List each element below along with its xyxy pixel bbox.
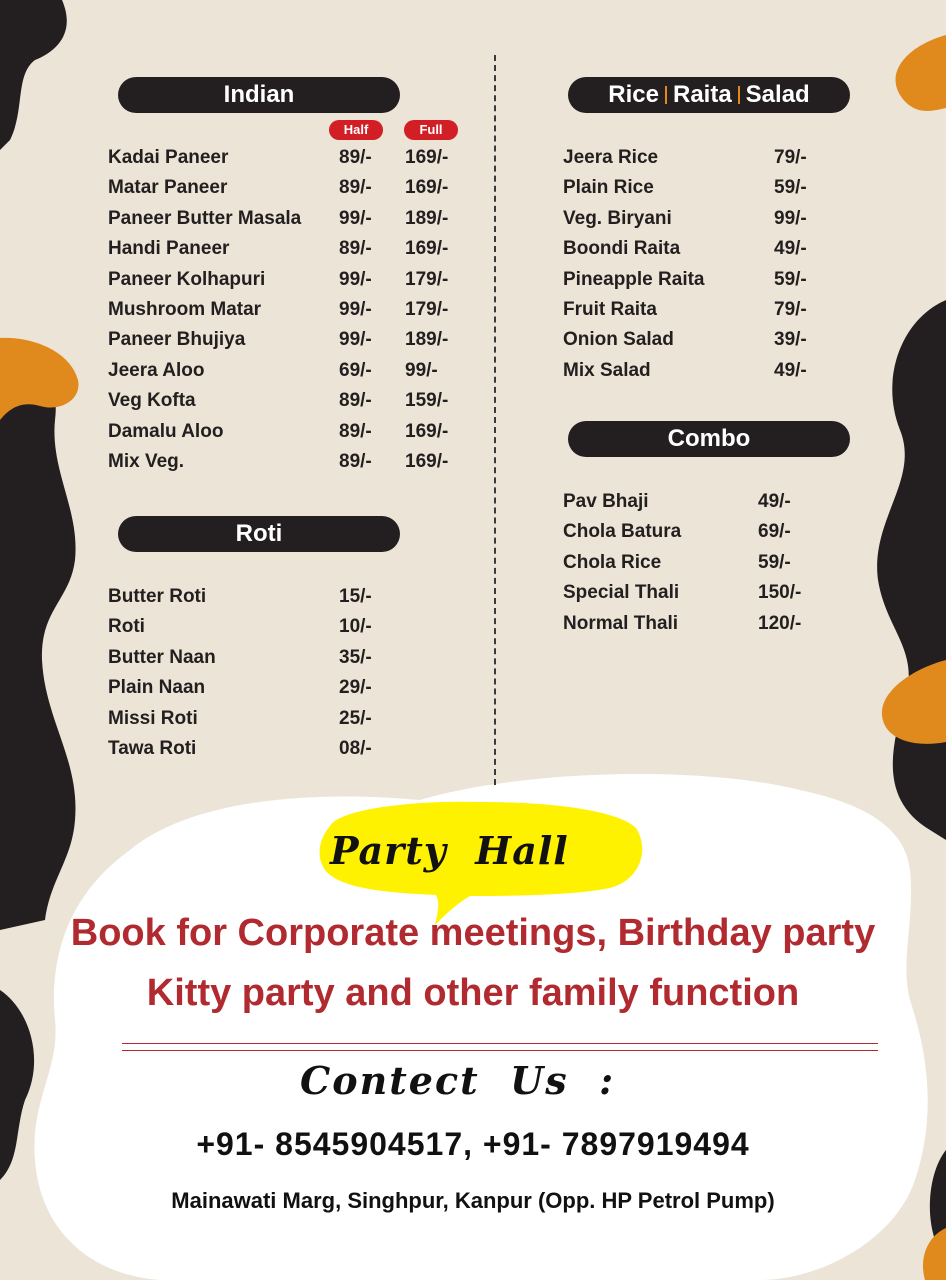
menu-item <box>108 586 488 616</box>
contact-phones: +91- 8545904517, +91- 7897919494 <box>196 1126 750 1162</box>
item-price: 59/- <box>758 551 791 573</box>
item-full-price: 169/- <box>405 147 449 168</box>
right-black-blob <box>877 300 946 840</box>
left-black-blob <box>0 0 67 150</box>
roti-menu-list <box>108 586 488 768</box>
item-name: Roti <box>108 616 145 638</box>
item-name: Missi Roti <box>108 707 198 729</box>
menu-item <box>108 616 488 646</box>
item-name: Damalu Aloo <box>108 420 224 442</box>
item-price: 59/- <box>774 177 807 199</box>
item-price: 59/- <box>774 268 807 290</box>
header-separator <box>665 86 667 104</box>
rice-header-title: Rice <box>608 81 659 108</box>
item-name: Veg Kofta <box>108 390 196 412</box>
item-price: 49/- <box>758 491 791 512</box>
menu-item <box>108 708 488 738</box>
menu-item <box>108 390 488 420</box>
item-half-price: 99/- <box>339 268 372 290</box>
item-full-price: 159/- <box>405 390 449 412</box>
menu-item <box>563 552 863 582</box>
menu-item <box>108 451 488 481</box>
item-name: Jeera Rice <box>563 147 659 168</box>
item-price: 15/- <box>339 586 372 607</box>
menu-item <box>563 329 863 359</box>
item-full-price: 189/- <box>405 207 449 229</box>
indian-header <box>118 77 400 113</box>
divider-rule-bottom <box>122 1050 878 1051</box>
menu-item <box>563 582 863 612</box>
item-price: 99/- <box>774 207 807 229</box>
menu-item <box>563 491 863 521</box>
menu-item <box>563 238 863 268</box>
menu-item <box>563 147 863 177</box>
left-black-blob-main <box>0 340 76 930</box>
item-full-price: 169/- <box>405 450 449 472</box>
contact-address: Mainawati Marg, Singhpur, Kanpur (Opp. HP Petrol Pump) <box>171 1188 775 1213</box>
item-price: 150/- <box>758 582 802 604</box>
menu-item <box>108 177 488 207</box>
item-name: Fruit Raita <box>563 298 657 320</box>
item-full-price: 99/- <box>405 359 438 381</box>
item-price: 25/- <box>339 707 372 729</box>
item-price: 35/- <box>339 646 372 668</box>
item-name: Butter Roti <box>108 586 207 607</box>
menu-item <box>108 329 488 359</box>
item-half-price: 89/- <box>339 147 372 168</box>
menu-item <box>563 521 863 551</box>
menu-item <box>563 177 863 207</box>
item-half-price: 99/- <box>339 207 372 229</box>
menu-item <box>563 299 863 329</box>
item-name: Paneer Bhujiya <box>108 329 246 351</box>
item-half-price: 89/- <box>339 450 372 472</box>
menu-item <box>108 299 488 329</box>
item-price: 120/- <box>758 612 802 634</box>
item-name: Plain Naan <box>108 677 206 699</box>
roti-header-title: Roti <box>235 520 283 547</box>
item-name: Mix Salad <box>563 359 651 381</box>
menu-item <box>108 208 488 238</box>
item-name: Matar Paneer <box>108 177 228 199</box>
menu-item <box>108 238 488 268</box>
item-name: Paneer Butter Masala <box>108 207 302 229</box>
item-full-price: 179/- <box>405 268 449 290</box>
item-name: Kadai Paneer <box>108 147 229 168</box>
menu-item <box>108 147 488 177</box>
item-half-price: 99/- <box>339 329 372 351</box>
item-full-price: 169/- <box>405 177 449 199</box>
item-half-price: 89/- <box>339 177 372 199</box>
item-name: Tawa Roti <box>108 737 197 759</box>
combo-header <box>568 421 850 457</box>
item-full-price: 169/- <box>405 238 449 260</box>
item-name: Special Thali <box>563 582 680 604</box>
contact-title: Contect Us : <box>300 1058 616 1103</box>
raita-header-title: Raita <box>672 81 732 108</box>
item-price: 08/- <box>339 737 372 759</box>
menu-item <box>563 613 863 643</box>
item-full-price: 189/- <box>405 329 449 351</box>
item-name: Boondi Raita <box>563 238 681 260</box>
rice-raita-salad-header <box>568 77 850 113</box>
half-label-pill <box>329 120 383 140</box>
item-price: 10/- <box>339 616 372 638</box>
party-hall-title: Party Hall <box>330 828 569 873</box>
item-full-price: 169/- <box>405 420 449 442</box>
divider-rule-top <box>122 1043 878 1044</box>
menu-item <box>108 421 488 451</box>
menu-item <box>108 360 488 390</box>
item-name: Onion Salad <box>563 329 674 351</box>
item-price: 79/- <box>774 147 807 168</box>
menu-item <box>108 738 488 768</box>
item-price: 29/- <box>339 677 372 699</box>
item-name: Normal Thali <box>563 612 679 634</box>
item-half-price: 89/- <box>339 420 372 442</box>
item-name: Veg. Biryani <box>563 207 672 229</box>
item-name: Pineapple Raita <box>563 268 705 290</box>
item-name: Handi Paneer <box>108 238 230 260</box>
item-half-price: 99/- <box>339 298 372 320</box>
roti-header <box>118 516 400 552</box>
rice-menu-list <box>563 147 863 390</box>
salad-header-title: Salad <box>745 81 810 108</box>
menu-item <box>563 208 863 238</box>
full-label-pill <box>404 120 458 140</box>
menu-item <box>108 647 488 677</box>
item-price: 49/- <box>774 359 807 381</box>
full-label: Full <box>419 122 443 137</box>
menu-item <box>563 269 863 299</box>
item-name: Jeera Aloo <box>108 359 205 381</box>
combo-header-title: Combo <box>667 425 751 452</box>
item-price: 79/- <box>774 298 807 320</box>
item-name: Pav Bhaji <box>563 491 649 512</box>
menu-item <box>563 360 863 390</box>
header-separator <box>738 86 740 104</box>
item-name: Chola Rice <box>563 551 662 573</box>
combo-menu-list <box>563 491 863 643</box>
item-name: Paneer Kolhapuri <box>108 268 266 290</box>
item-price: 39/- <box>774 329 807 351</box>
item-price: 49/- <box>774 238 807 260</box>
item-price: 69/- <box>758 521 791 543</box>
item-name: Mix Veg. <box>108 450 185 472</box>
item-half-price: 69/- <box>339 359 372 381</box>
party-hall-line-1: Book for Corporate meetings, Birthday party <box>70 912 876 954</box>
menu-item <box>108 677 488 707</box>
item-full-price: 179/- <box>405 298 449 320</box>
item-name: Butter Naan <box>108 646 216 668</box>
half-label: Half <box>343 122 369 137</box>
item-name: Chola Batura <box>563 521 682 543</box>
right-orange-blob-top <box>896 35 946 111</box>
item-name: Mushroom Matar <box>108 298 262 320</box>
column-divider <box>494 55 496 785</box>
party-hall-line-2: Kitty party and other family function <box>146 972 800 1014</box>
item-half-price: 89/- <box>339 238 372 260</box>
item-name: Plain Rice <box>563 177 654 199</box>
item-half-price: 89/- <box>339 390 372 412</box>
indian-menu-list <box>108 147 488 481</box>
indian-header-title: Indian <box>223 81 295 108</box>
menu-item <box>108 269 488 299</box>
